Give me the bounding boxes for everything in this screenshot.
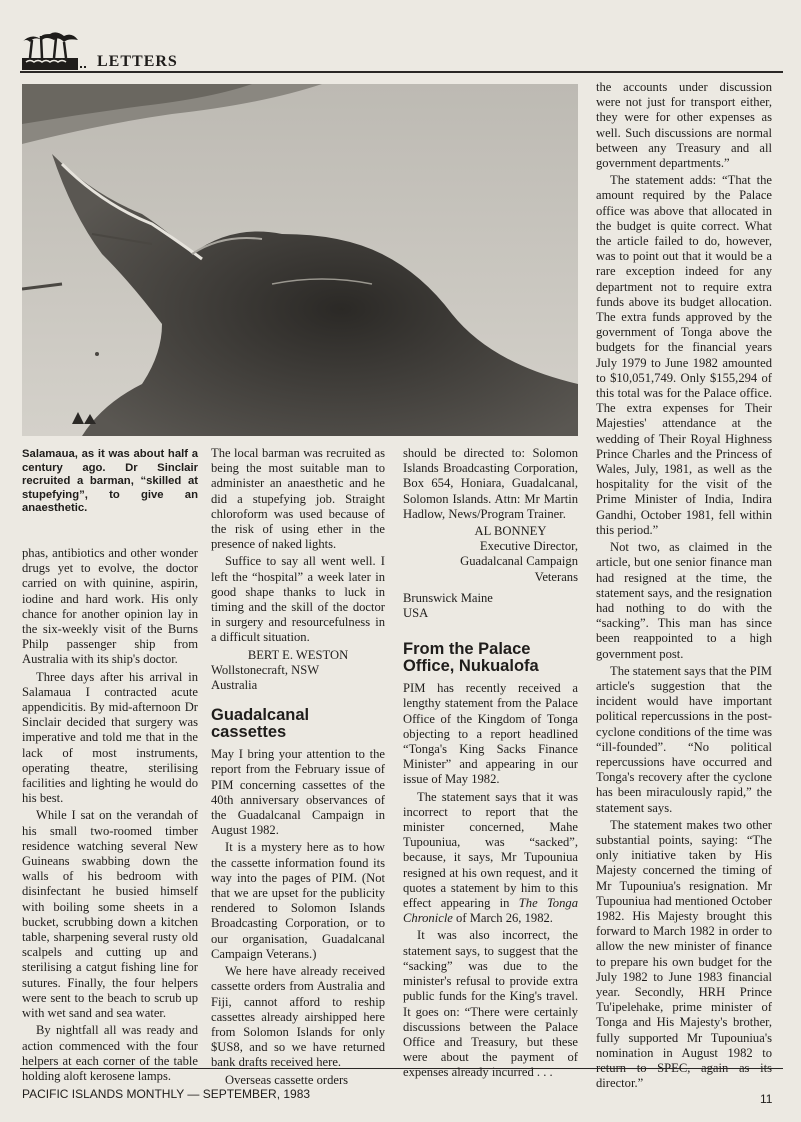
column-4 <box>596 80 772 1093</box>
article-heading: From the Palace Office, Nukualofa <box>403 640 539 676</box>
paragraph: Overseas cassette orders <box>225 1072 349 1087</box>
paragraph: The statement makes two other substantial points, saying: “The only initiative taken by His Majesty concerned the timing of Mr Tupouniua's resignation. Mr Tupouniua had mentioned October 1982. His Majesty brought this forward to March 1982 in order to allow the new minister of finance to prepare his own budget for the July 1982 to June 1983 financial year. Secondly, HRH Prince Tu'ipelehake, prime minister of Tonga and His Majesty's brother, fully supported Mr Tupouniua's nomination in August 1982 to return to SPEC, again as its director.” <box>596 817 772 1091</box>
newspaper-title: The Tonga Chronicle <box>403 896 578 926</box>
publication-footer: PACIFIC ISLANDS MONTHLY — SEPTEMBER, 1983 <box>22 1087 311 1101</box>
photo-caption: Salamaua, as it was about half a century ago. Dr Sinclair recruited a barman, “skilled at stupefying”, to give an anaesthetic. <box>22 448 198 514</box>
paragraph: By nightfall all was ready and action commenced with the four helpers at each corner of the table holding aloft kerosene lamps. <box>22 1023 198 1083</box>
letter-country: USA <box>403 606 429 621</box>
page-number: 11 <box>760 1092 773 1106</box>
signature-org: Guadalcanal Campaign <box>460 554 578 569</box>
paragraph: The local barman was recruited as being the most suitable man to administer an anaesthetic and he did a stupefying job. Straight chloroform was used because of the risk of using ether in the presence of naked lights. <box>211 446 385 552</box>
text-run: The statement says that it was incorrect to report that the minister concerned, Mahe Tupouniua, was “sacked”, because, it says, Mr Tupouniua resigned at his own request, and it quotes a statement by him to this effect appearing in <box>403 789 578 911</box>
paragraph: the accounts under discussion were not just for transport either, they were for other expenses as well. Such discussions are normal between any Treasury and all government departments.” <box>596 80 772 171</box>
signature-title: Executive Director, <box>479 539 578 554</box>
paragraph: phas, antibiotics and other wonder drugs yet to evolve, the doctor carried on with quinine, aspirin, iodine and hard work. His only chance for another opinion lay in the six-weekly visit of the Burns Philp passenger ship from Australia with its ship's doctor. <box>22 546 198 667</box>
paragraph: It was also incorrect, the statement says, to suggest that the “sacking” was due to the minister's refusal to provide extra public funds for the King's travel. It goes on: “There were certainly discussions between the Palace Office and Treasury, but these were about the payment of expenses already incurred . . . <box>403 928 578 1080</box>
letter-signature: AL BONNEY <box>474 524 547 539</box>
letter-heading: Guadalcanal cassettes <box>211 706 310 742</box>
paragraph: Not two, as claimed in the article, but one senior finance man had resigned at the time, the statement says, and the resignation had nothing to do with the “sacking”. This man has since been reappointed to a high government post. <box>596 540 772 661</box>
column-2 <box>211 446 385 1090</box>
historic-aerial-photo <box>22 84 578 436</box>
paragraph: While I sat on the verandah of his small two-roomed timber residence watching several New Guineans swabbing down the walls of his bedroom with disinfectant he busied himself with boiling some sheets in a bucket, scrubbing down a kitchen table, sharpening several rusty old scalpels and cutting up and sterilising a catgut fishing line for sutures. Finally, the four helpers were sent to the beach to scrub up with wet sand and sea water. <box>22 808 198 1021</box>
text-run: of March 26, 1982. <box>452 911 553 926</box>
paragraph: The statement adds: “That the amount required by the Palace office was above that allocated in the budget is quite correct. What the article failed to do, however, was to point out that it would be a rare exception indeed for any department not to require extra funds above its budget allocation. The extra funds approved by the government of Tonga above the budgets for the financial years July 1979 to June 1982 amounted to $10,051,749. Only $155,294 of this total was for the Palace office. The extra expenses for Their Majesties' attendance at the wedding of Their Royal Highness Prince Charles and the Princess of Wales, July, 1981, as well as the hospitality for the visit of the Prime Minister of India, Indira Gandhi, October 1981, fell within this period.” <box>596 173 772 537</box>
palm-trees-logo-icon <box>20 28 86 74</box>
letter-place: Brunswick Maine <box>403 590 493 605</box>
signature-org-cont: Veterans <box>534 569 578 584</box>
letter-signature: BERT E. WESTON <box>247 647 349 662</box>
paragraph: We here have already received cassette orders from Australia and Fiji, cannot afford to reship cassettes already airshipped here from Solomon Islands for only $US8, and so we have returned bank drafts received here. <box>211 964 385 1070</box>
paragraph: PIM has recently received a lengthy statement from the Palace Office of the Kingdom of Tonga objecting to a report headlined “Tonga's King Sacks Finance Minister” and appearing in our issue of May 1982. <box>403 681 578 787</box>
paragraph <box>403 790 578 927</box>
paragraph: should be directed to: Solomon Islands Broadcasting Corporation, Box 654, Honiara, Guadalcanal, Solomon Islands. Attn: Mr Martin Hadlow, News/Program Trainer. <box>403 446 578 521</box>
paragraph: May I bring your attention to the report from the February issue of PIM concerning cassettes of the 40th anniversary observances of the Guadalcanal Campaign in August 1982. <box>211 747 385 838</box>
column-1 <box>22 546 198 1086</box>
letter-country: Australia <box>211 678 258 693</box>
paragraph: Three days after his arrival in Salamaua I contracted acute appendicitis. By mid-afternoon Dr Sinclair decided that surgery was imperative and told me that in the lack of most instruments, operating theatre, sterilising facilities and lighting he would do his best. <box>22 669 198 806</box>
paragraph: Suffice to say all went well. I left the “hospital” a week later in good shape thanks to luck in timing and the skill of the doctor in surgery and resourcefulness in a difficult situation. <box>211 554 385 645</box>
paragraph: The statement says that the PIM article's suggestion that the incident would have important political repercussions in the post-cyclone conditions of the time was “ill-founded”. “No political repercussions have occurred and Tonga's recovery after the cyclone has been miraculously rapid,” the statement says. <box>596 663 772 815</box>
section-label: LETTERS <box>97 53 178 70</box>
letter-place: Wollstonecraft, NSW <box>211 662 320 677</box>
header-rule <box>20 71 783 73</box>
column-3 <box>403 446 578 1083</box>
footer-rule <box>20 1068 783 1069</box>
paragraph: It is a mystery here as to how the cassette information found its way into the pages of PIM. (Not that we are upset for the publicity rendered to Solomon Islands Broadcasting Corporation, or to our organisation, Guadalcanal Campaign Veterans.) <box>211 840 385 961</box>
